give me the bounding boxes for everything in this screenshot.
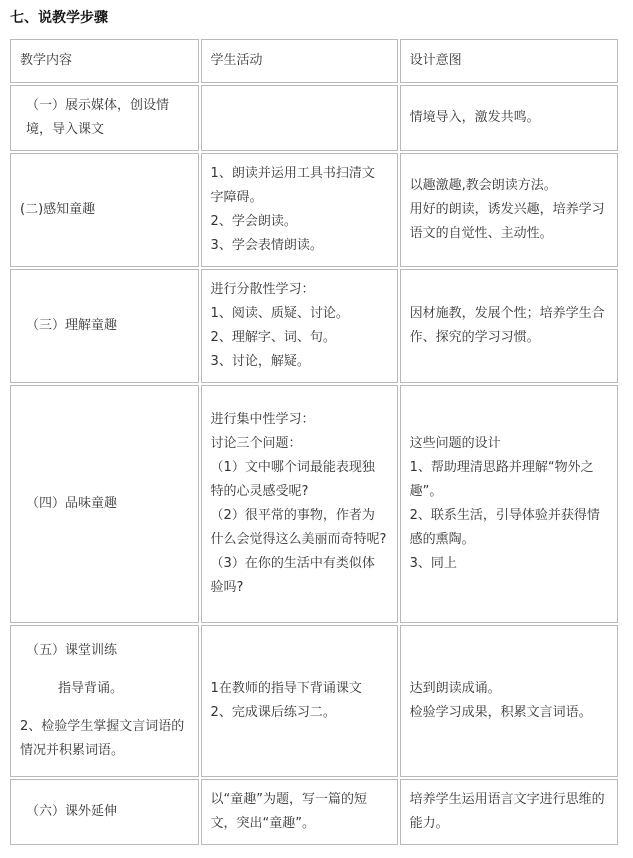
cell-line: 1、帮助理清思路并理解“物外之趣”。 <box>409 460 594 499</box>
cell-line: （一）展示媒体，创设情境，导入课文 <box>26 98 170 137</box>
activity-cell <box>201 153 398 267</box>
cell-line: 情境导入，激发共鸣。 <box>409 110 540 125</box>
cell-line: 2、检验学生掌握文言词语的情况并积累词语。 <box>20 719 185 758</box>
table-row <box>10 153 618 267</box>
table-row <box>10 85 618 151</box>
cell-line: 检验学习成果，积累文言词语。 <box>409 705 592 720</box>
header-cell-intent: 设计意图 <box>400 39 618 83</box>
content-cell <box>10 625 199 777</box>
cell-line: 进行集中性学习： <box>210 412 315 427</box>
cell-line: （2）很平常的事物，作者为什么会觉得这么美丽而奇特呢? <box>210 508 387 547</box>
intent-cell <box>400 153 618 267</box>
table-row <box>10 385 618 623</box>
intent-cell <box>400 269 618 383</box>
cell-line: 3、讨论，解疑。 <box>210 354 310 369</box>
activity-cell <box>201 385 398 623</box>
cell-line: 以“童趣”为题，写一篇的短文，突出“童趣”。 <box>210 792 368 831</box>
cell-line: 3、学会表情朗读。 <box>210 238 323 253</box>
content-cell <box>10 269 199 383</box>
cell-line: 因材施教，发展个性；培养学生合作、探究的学习习惯。 <box>409 306 605 345</box>
cell-line: 2、完成课后练习二。 <box>210 705 336 720</box>
intent-cell <box>400 385 618 623</box>
header-cell-content: 教学内容 <box>10 39 199 83</box>
cell-line: 1在教师的指导下背诵课文 <box>210 681 362 696</box>
cell-line: 1、阅读、质疑、讨论。 <box>210 306 349 321</box>
activity-cell <box>201 85 398 151</box>
cell-line: 指导背诵。 <box>58 681 124 696</box>
cell-line: 用好的朗读，诱发兴趣，培养学习语文的自觉性、主动性。 <box>409 202 605 241</box>
cell-line: （三）理解童趣 <box>26 318 118 333</box>
cell-line: （五）课堂训练 <box>26 643 118 658</box>
cell-line: （六）课外延伸 <box>26 804 118 819</box>
cell-line: 培养学生运用语言文字进行思维的能力。 <box>409 792 605 831</box>
cell-line: 2、学会朗读。 <box>210 214 297 229</box>
cell-line: 3、同上 <box>409 556 457 571</box>
cell-line: 1、朗读并运用工具书扫清文字障碍。 <box>210 166 375 205</box>
cell-line: （1）文中哪个词最能表现独特的心灵感受呢? <box>210 460 375 499</box>
content-cell <box>10 385 199 623</box>
intent-cell <box>400 779 618 845</box>
content-cell <box>10 779 199 845</box>
cell-line: 讨论三个问题： <box>210 436 302 451</box>
header-cell-activity: 学生活动 <box>201 39 398 83</box>
table-row <box>10 269 618 383</box>
content-cell <box>10 85 199 151</box>
table-row <box>10 779 618 845</box>
section-heading: 七、说教学步骤 <box>10 10 108 26</box>
cell-line: 2、理解字、词、句。 <box>210 330 336 345</box>
cell-line: （3）在你的生活中有类似体验吗? <box>210 556 375 595</box>
cell-line: 以趣激趣,教会朗读方法。 <box>409 178 557 193</box>
cell-line: 达到朗读成诵。 <box>409 681 501 696</box>
activity-cell <box>201 269 398 383</box>
table-header-row <box>10 39 618 83</box>
cell-line: (二)感知童趣 <box>20 202 96 217</box>
activity-cell <box>201 625 398 777</box>
content-cell <box>10 153 199 267</box>
table-row <box>10 625 618 777</box>
cell-line: 进行分散性学习： <box>210 282 315 297</box>
cell-line: 2、联系生活，引导体验并获得情感的熏陶。 <box>409 508 600 547</box>
cell-line: （四）品味童趣 <box>26 496 118 511</box>
intent-cell <box>400 85 618 151</box>
teaching-steps-table <box>8 37 620 847</box>
cell-line: 这些问题的设计 <box>409 436 501 451</box>
intent-cell <box>400 625 618 777</box>
activity-cell <box>201 779 398 845</box>
